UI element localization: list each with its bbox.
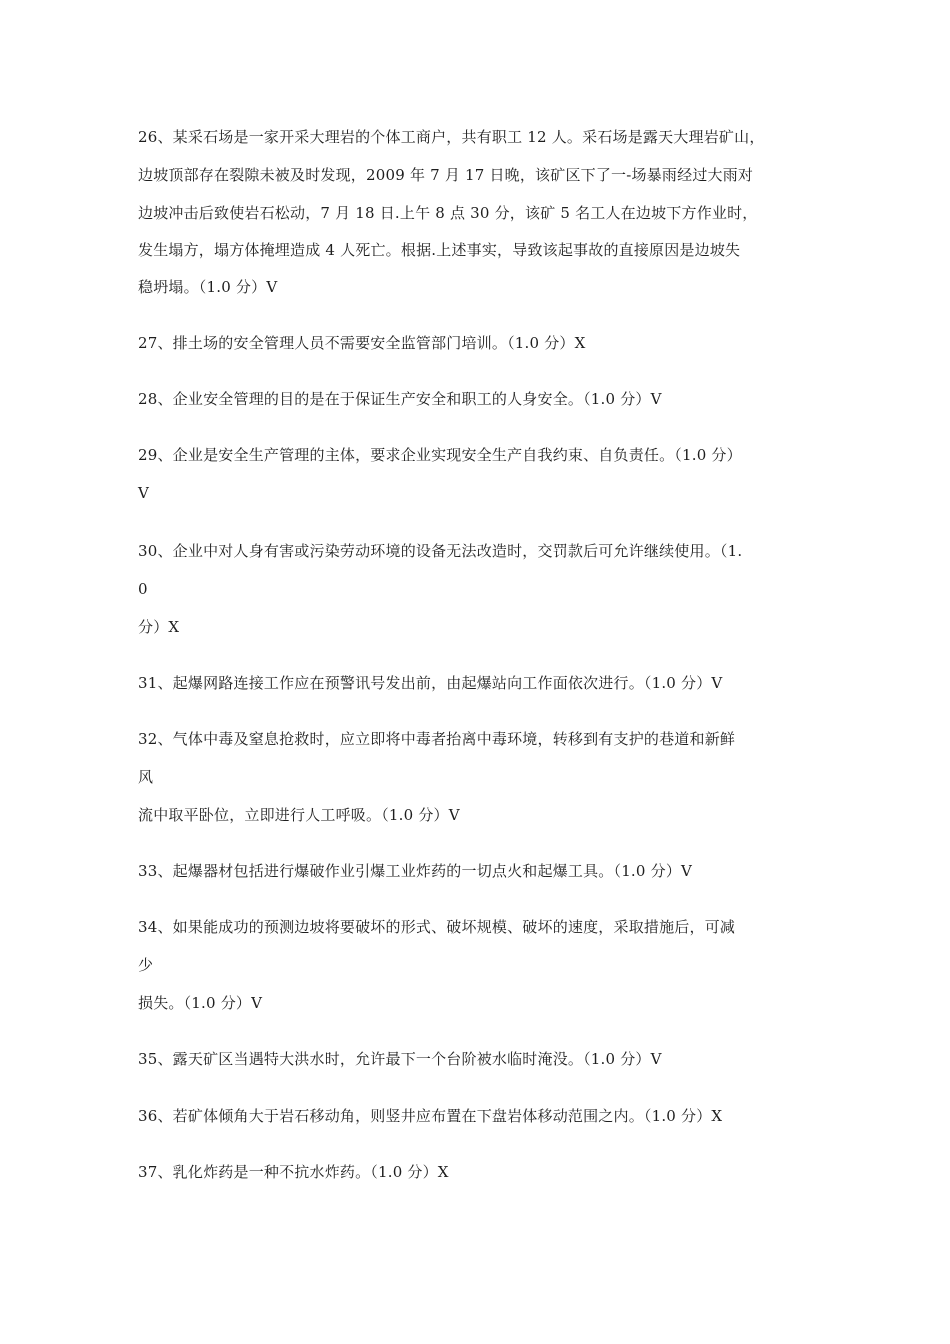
question-26-line-2: 边坡顶部存在裂隙未被及时发现，2009 年 7 月 17 日晚，该矿区下了一-场暴雨经过大雨对 — [138, 166, 754, 184]
question-33-line-1: 33、起爆器材包括进行爆破作业引爆工业炸药的一切点火和起爆工具。（1.0 分）V — [138, 862, 693, 880]
question-29-line-2: V — [138, 484, 150, 502]
question-35-line-1: 35、露天矿区当遇特大洪水时，允许最下一个台阶被水临时淹没。（1.0 分）V — [138, 1050, 662, 1068]
question-32-line-1: 32、气体中毒及窒息抢救时，应立即将中毒者抬离中毒环境，转移到有支护的巷道和新鲜 — [138, 730, 736, 748]
question-30-line-2: 0 — [138, 580, 148, 598]
question-34-line-3: 损失。（1.0 分）V — [138, 994, 263, 1012]
question-26-line-3: 边坡冲击后致使岩石松动，7 月 18 日.上午 8 点 30 分，该矿 5 名工人在边坡下方作业时， — [138, 204, 758, 222]
question-28-line-1: 28、企业安全管理的目的是在于保证生产安全和职工的人身安全。（1.0 分）V — [138, 390, 662, 408]
question-26-line-1: 26、某采石场是一家开采大理岩的个体工商户，共有职工 12 人。采石场是露天大理岩矿山， — [138, 128, 765, 146]
question-36-line-1: 36、若矿体倾角大于岩石移动角，则竖井应布置在下盘岩体移动范围之内。（1.0 分）X — [138, 1107, 723, 1125]
question-37-line-1: 37、乳化炸药是一种不抗水炸药。（1.0 分）X — [138, 1163, 449, 1181]
question-32-line-3: 流中取平卧位，立即进行人工呼吸。（1.0 分）V — [138, 806, 460, 824]
question-32-line-2: 风 — [138, 768, 154, 786]
question-34-line-1: 34、如果能成功的预测边坡将要破坏的形式、破坏规模、破坏的速度，采取措施后，可减 — [138, 918, 736, 936]
question-26-line-5: 稳坍塌。（1.0 分）V — [138, 278, 278, 296]
question-34-line-2: 少 — [138, 956, 154, 974]
question-27-line-1: 27、排土场的安全管理人员不需要安全监管部门培训。（1.0 分）X — [138, 334, 586, 352]
question-29-line-1: 29、企业是安全生产管理的主体，要求企业实现安全生产自我约束、自负责任。（1.0 分） — [138, 446, 742, 464]
question-30-line-1: 30、企业中对人身有害或污染劳动环境的设备无法改造时，交罚款后可允许继续使用。（1. — [138, 542, 743, 560]
question-26-line-4: 发生塌方，塌方体掩埋造成 4 人死亡。根据.上述事实，导致该起事故的直接原因是边坡失 — [138, 241, 741, 259]
question-30-line-3: 分）X — [138, 618, 180, 636]
question-31-line-1: 31、起爆网路连接工作应在预警讯号发出前，由起爆站向工作面依次进行。（1.0 分）V — [138, 674, 723, 692]
